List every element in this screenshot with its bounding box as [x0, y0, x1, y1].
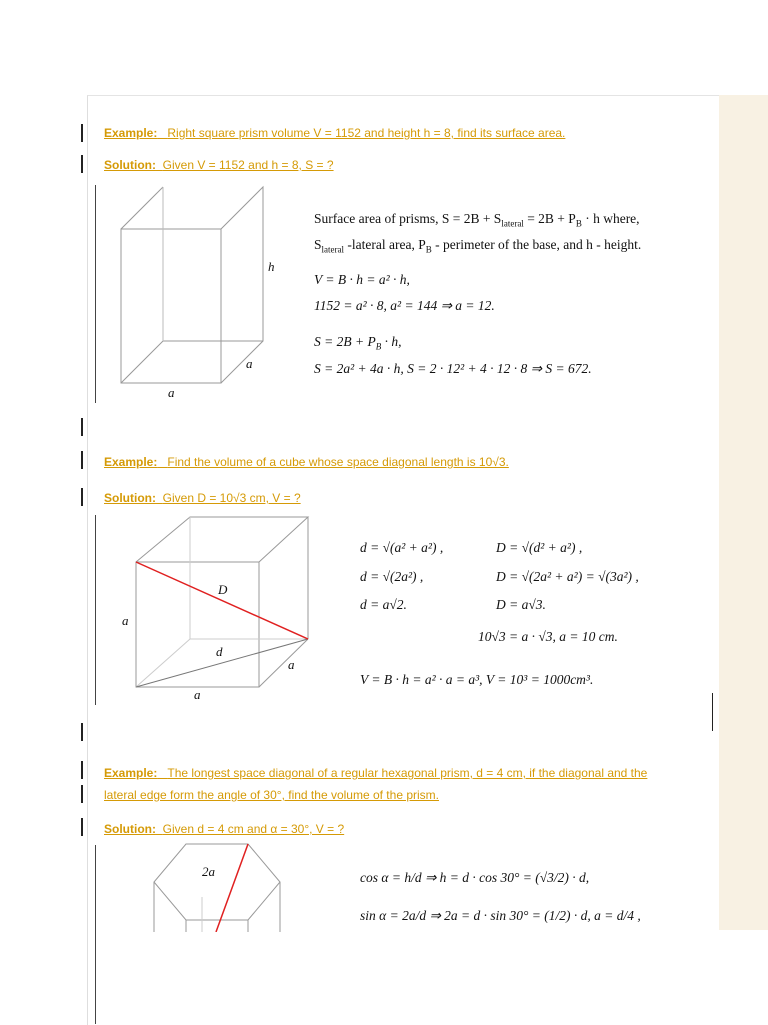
equation-cos: cos α = h/d ⇒ h = d · cos 30° = (√3/2) · d,	[360, 870, 590, 885]
example2-solution	[104, 491, 301, 505]
label-a-right: a	[288, 657, 295, 672]
margin-marker	[81, 488, 83, 506]
space-diagonal-line	[136, 562, 308, 639]
equation-D-3: D = a√3.	[496, 597, 546, 612]
solution-label: Solution:	[104, 158, 156, 172]
label-a-side: a	[246, 356, 253, 371]
equation-sin: sin α = 2a/d ⇒ 2a = d · sin 30° = (1/2) · d, a = d/4 ,	[360, 908, 641, 923]
figure-border	[95, 515, 96, 705]
example2-heading	[104, 455, 509, 469]
surface-area-text-line2: $S_{lateral}$ -lateral area, $P_B$ - perimeter of the base, and h - height.	[314, 237, 642, 255]
margin-marker	[81, 723, 83, 741]
hexagonal-prism-figure	[150, 842, 330, 932]
example1-heading	[104, 126, 565, 140]
margin-marker	[81, 818, 83, 836]
example-label: Example:	[104, 126, 158, 140]
margin-marker	[81, 451, 83, 469]
figure-border	[95, 930, 96, 1024]
solution-label: Solution:	[104, 822, 156, 836]
example-label: Example:	[104, 766, 158, 780]
surface-area-text-line1: Surface area of prisms, $S = 2B + S_{lateral} = 2B + P_B \cdot h$ where,	[314, 211, 640, 229]
equation-volume: V = B · h = a² · h,	[314, 272, 410, 287]
equation-d-1: d = √(a² + a²) ,	[360, 540, 444, 555]
margin-marker	[81, 124, 83, 142]
prism-figure	[118, 185, 298, 400]
equation-solve-a: 1152 = a² · 8, a² = 144 ⇒ a = 12.	[314, 298, 495, 313]
cube-figure	[118, 515, 318, 705]
label-d: d	[216, 644, 223, 659]
example-question: Find the volume of a cube whose space diagonal length is 10√3.	[167, 455, 509, 469]
margin-marker	[81, 418, 83, 436]
equation-solve-a: 10√3 = a · √3, a = 10 cm.	[478, 629, 618, 644]
equation-volume-result: V = B · h = a² · a = a³, V = 10³ = 1000cm³.	[360, 672, 594, 687]
solution-given: Given d = 4 cm and α = 30°, V = ?	[162, 822, 345, 836]
example3-heading-line1	[104, 766, 647, 780]
space-diagonal-line	[216, 844, 248, 932]
label-h: h	[268, 259, 275, 274]
label-D: D	[218, 582, 228, 597]
label-a-bottom: a	[194, 687, 201, 702]
example3-heading-line2: lateral edge form the angle of 30°, find the volume of the prism.	[104, 788, 439, 802]
example1-solution	[104, 158, 334, 172]
equation-D-2: D = √(2a² + a²) = √(3a²) ,	[496, 569, 639, 584]
example-question: Right square prism volume V = 1152 and height h = 8, find its surface area.	[167, 126, 566, 140]
solution-given: Given V = 1152 and h = 8, S = ?	[162, 158, 334, 172]
example-label: Example:	[104, 455, 158, 469]
example3-solution	[104, 822, 344, 836]
equation-D-1: D = √(d² + a²) ,	[496, 540, 583, 555]
solution-label: Solution:	[104, 491, 156, 505]
margin-marker	[81, 155, 83, 173]
margin-marker	[81, 761, 83, 779]
margin-marker	[712, 693, 713, 731]
equation-d-2: d = √(2a²) ,	[360, 569, 424, 584]
equation-d-3: d = a√2.	[360, 597, 407, 612]
example-question: The longest space diagonal of a regular hexagonal prism, d = 4 cm, if the diagonal and the	[167, 766, 648, 780]
figure-border	[95, 185, 96, 403]
label-a-bottom: a	[168, 385, 175, 400]
equation-surface-result: S = 2a² + 4a · h, S = 2 · 12² + 4 · 12 · 8 ⇒ S = 672.	[314, 361, 592, 376]
content-cutoff	[100, 932, 717, 1024]
solution-given: Given D = 10√3 cm, V = ?	[162, 491, 301, 505]
label-2a: 2a	[202, 864, 215, 879]
label-a-left: a	[122, 613, 129, 628]
right-side-panel	[718, 95, 768, 930]
equation-surface-formula: $S = 2B + P_B \cdot h$,	[314, 334, 402, 352]
margin-marker	[81, 785, 83, 803]
